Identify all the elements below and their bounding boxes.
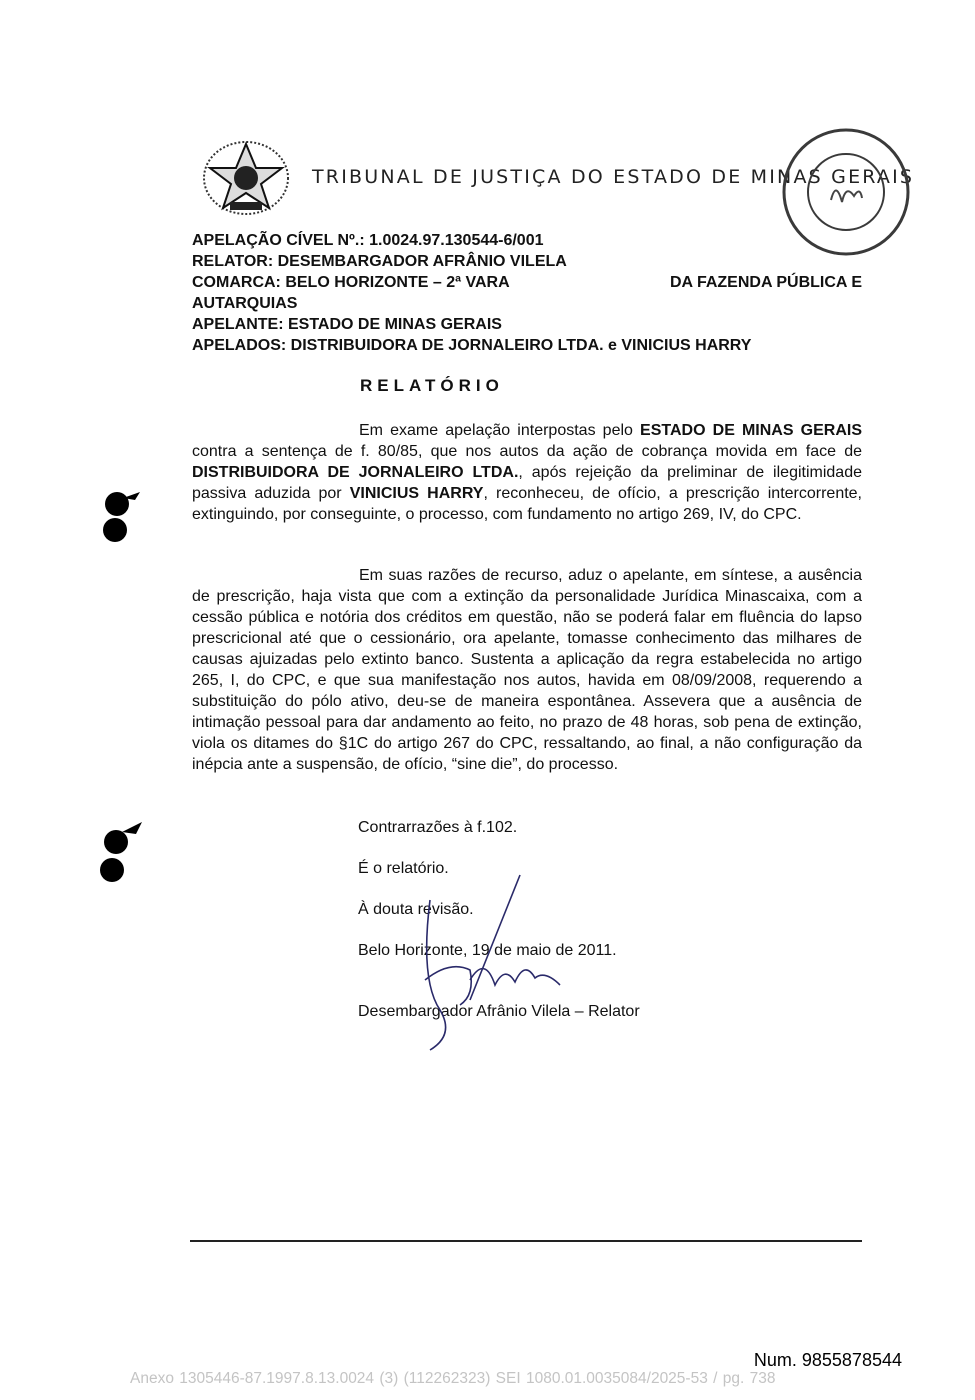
apelante-line: APELANTE: ESTADO DE MINAS GERAIS [192,316,502,333]
p1-text-a: Em exame apelação interpostas pelo [359,422,641,439]
e-relatorio-line: É o relatório. [358,860,449,877]
handwritten-signature-icon [400,870,570,1060]
p1-text-e: , após rejeição da preliminar de ilegitimidade passiva aduzida por [192,464,862,502]
date-line: Belo Horizonte, 19 de maio de 2011. [358,942,617,959]
p2-text: Em suas razões de recurso, aduz o apelante, em síntese, a ausência de prescrição, haja vista que com a extinção da personalidade Jurídica Minascaixa, com a cessão pública e notória dos créditos em questão, não se poderá falar em fluência do lapso prescricional até que o cessionário, ora apelante, tomasse conhecimento das milhares de causas ajuizadas pelo extinto banco. Sustenta a aplicação da regra estabelecida no artigo 265, I, do CPC, e que sua manifestação nos autos, havida em 08/09/2008, requerendo a substituição do pólo ativo, deu-se de maneira espontânea. Assevera que a ausência de intimação pessoal para dar andamento ao feito, no prazo de 48 horas, sob pena de extinção, viola os ditames do §1C do artigo 267 do CPC, ressaltando, ao final, a não configuração da inépcia ante a suspensão, de ofício, “sine die”, do processo. [192,567,862,773]
signer-line: Desembargador Afrânio Vilela – Relator [358,1003,640,1020]
relator-line: RELATOR: DESEMBARGADOR AFRÂNIO VILELA [192,253,567,270]
comarca-line [192,274,862,292]
comarca-left: COMARCA: BELO HORIZONTE – 2ª VARA [192,274,510,291]
document-number: Num. 9855878544 [753,1350,902,1370]
court-title: TRIBUNAL DE JUSTIÇA DO ESTADO DE MINAS GERAIS [312,166,915,188]
douta-revisao-line: À douta revisão. [358,901,474,918]
report-title: RELATÓRIO [360,376,504,395]
p1-text-g: , reconheceu, de ofício, a prescrição intercorrente, extinguindo, por conseguinte, o processo, com fundamento no artigo 269, IV, do CPC. [192,485,863,523]
footer-rule [190,1240,862,1242]
p1-bold-distribuidora: DISTRIBUIDORA DE JORNALEIRO LTDA. [192,464,519,481]
apelados-line: APELADOS: DISTRIBUIDORA DE JORNALEIRO LTDA. e VINICIUS HARRY [192,337,752,354]
coat-of-arms-icon [200,138,292,216]
court-seal-stamp-icon [776,122,916,262]
p1-text-c: contra a sentença de f. 80/85, que nos autos da ação de cobrança movida em face de [192,443,862,460]
paragraph-1 [192,420,862,525]
paragraph-2 [192,565,862,775]
contrarrazoes-line: Contrarrazões à f.102. [358,819,518,836]
punch-hole-mark-icon [95,482,155,547]
appeal-number: APELAÇÃO CÍVEL Nº.: 1.0024.97.130544-6/001 [192,232,544,249]
comarca-continuation: AUTARQUIAS [192,295,298,312]
punch-hole-mark-icon [90,818,150,886]
footer-annex: Anexo 1305446-87.1997.8.13.0024 (3) (112262323) SEI 1080.01.0035084/2025-53 / pg. 738 [130,1370,776,1387]
p1-bold-vinicius: VINICIUS HARRY [349,485,484,502]
comarca-right: DA FAZENDA PÚBLICA E [670,274,862,291]
p1-bold-apelante: ESTADO DE MINAS GERAIS [640,422,862,439]
